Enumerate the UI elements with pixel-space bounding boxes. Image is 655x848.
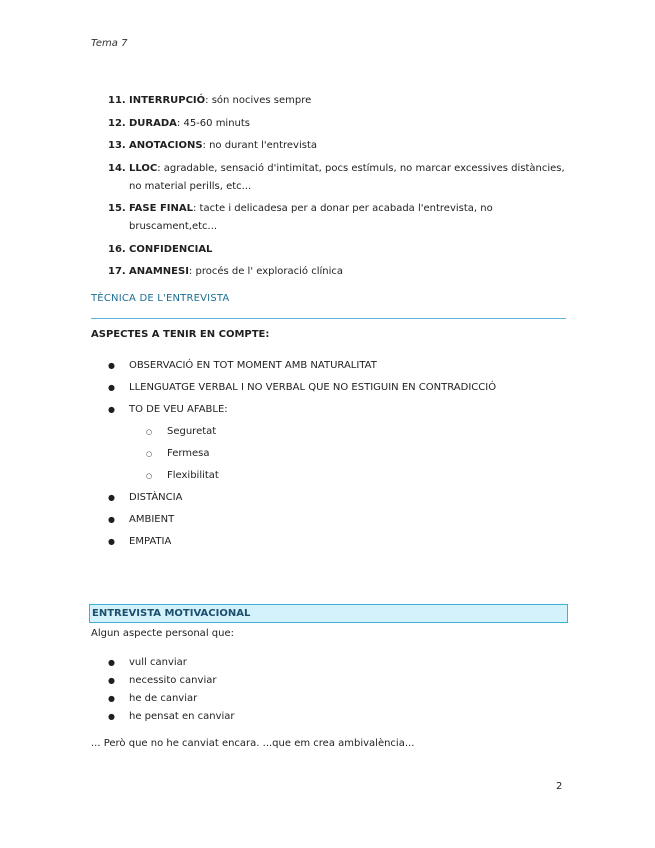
change-list xyxy=(108,654,508,726)
item-text xyxy=(129,160,566,196)
list-item xyxy=(108,487,568,509)
bullet-dot-icon: ● xyxy=(108,712,115,721)
page-number: 2 xyxy=(556,781,563,792)
list-item xyxy=(108,708,508,726)
item-text: necessito canviar xyxy=(129,675,217,686)
item-number: 15. xyxy=(108,203,126,214)
closing-text: ... Però que no he canviat encara. ...que em crea ambivalència... xyxy=(91,738,415,749)
item-text: OBSERVACIÓ EN TOT MOMENT AMB NATURALITAT xyxy=(129,360,377,371)
item-text xyxy=(129,200,566,236)
item-number: 11. xyxy=(108,95,126,106)
item-term: LLOC xyxy=(129,162,158,174)
bullet-dot-icon: ● xyxy=(108,537,115,546)
list-item xyxy=(108,355,568,377)
item-number: 16. xyxy=(108,243,126,255)
item-text: TO DE VEU AFABLE: xyxy=(129,404,228,415)
bullet-dot-icon: ● xyxy=(108,658,115,667)
list-item xyxy=(108,672,508,690)
item-text xyxy=(129,137,566,155)
numbered-list xyxy=(108,92,566,286)
item-number: 12. xyxy=(108,117,126,129)
list-item xyxy=(108,377,568,399)
item-text: Fermesa xyxy=(167,448,210,459)
item-text: EMPATIA xyxy=(129,536,172,547)
bullet-circle-icon: ○ xyxy=(146,428,153,436)
list-item xyxy=(108,509,568,531)
list-item xyxy=(108,263,566,281)
item-text xyxy=(129,92,566,110)
item-text: Seguretat xyxy=(167,426,217,437)
item-term: CONFIDENCIAL xyxy=(129,243,213,255)
item-term: ANOTACIONS xyxy=(129,140,203,151)
item-term: INTERRUPCIÓ xyxy=(129,95,206,106)
item-text xyxy=(129,241,566,259)
bullet-circle-icon: ○ xyxy=(146,472,153,480)
bullet-circle-icon: ○ xyxy=(146,450,153,458)
item-desc: : tacte i delicadesa per a donar per acabada l'entrevista, no bruscament,etc... xyxy=(129,203,493,232)
bullet-dot-icon: ● xyxy=(108,493,115,502)
item-number: 14. xyxy=(108,162,126,174)
list-item xyxy=(108,200,566,236)
item-number: 17. xyxy=(108,266,126,277)
bullet-dot-icon: ● xyxy=(108,676,115,685)
bullet-dot-icon: ● xyxy=(108,515,115,524)
item-desc: : no durant l'entrevista xyxy=(202,140,318,151)
bullet-dot-icon: ● xyxy=(108,361,115,370)
list-item xyxy=(108,92,566,110)
item-text: LLENGUATGE VERBAL I NO VERBAL QUE NO ESTIGUIN EN CONTRADICCIÓ xyxy=(129,382,497,393)
sub-list-item xyxy=(108,443,568,465)
sub-list-item xyxy=(108,421,568,443)
item-text xyxy=(129,263,566,281)
section-heading: TÈCNICA DE L'ENTREVISTA xyxy=(91,293,230,304)
bullet-dot-icon: ● xyxy=(108,383,115,392)
list-item xyxy=(108,241,566,259)
list-item xyxy=(108,115,566,133)
item-text: he pensat en canviar xyxy=(129,711,235,722)
item-desc: : són nocives sempre xyxy=(205,95,312,106)
item-number: 13. xyxy=(108,140,126,151)
item-text: vull canviar xyxy=(129,657,187,668)
list-item xyxy=(108,690,508,708)
item-desc: : 45-60 minuts xyxy=(176,117,251,129)
list-item xyxy=(108,399,568,421)
item-desc: : agradable, sensació d'intimitat, pocs estímuls, no marcar excessives distàncies, no material perills, etc... xyxy=(129,162,565,192)
list-item xyxy=(108,137,566,155)
item-text xyxy=(129,115,566,133)
boxed-section-heading: ENTREVISTA MOTIVACIONAL xyxy=(89,604,568,623)
section-divider xyxy=(91,318,566,319)
item-desc: : procés de l' exploració clínica xyxy=(188,266,343,277)
item-term: ANAMNESI xyxy=(129,266,189,277)
list-item xyxy=(108,531,568,553)
list-item xyxy=(108,654,508,672)
subheading-colon: : xyxy=(265,329,270,340)
bullet-dot-icon: ● xyxy=(108,405,115,414)
item-text: DISTÀNCIA xyxy=(129,492,183,503)
item-text: Flexibilitat xyxy=(167,470,219,481)
item-text: he de canviar xyxy=(129,693,198,704)
subheading xyxy=(91,329,269,340)
aspects-list xyxy=(108,355,568,553)
list-item xyxy=(108,160,566,196)
intro-text: Algun aspecte personal que: xyxy=(91,628,234,639)
item-term: DURADA xyxy=(129,117,177,129)
item-term: FASE FINAL xyxy=(129,203,193,214)
item-text: AMBIENT xyxy=(129,514,175,525)
bullet-dot-icon: ● xyxy=(108,694,115,703)
running-header: Tema 7 xyxy=(91,38,128,49)
subheading-text: ASPECTES A TENIR EN COMPTE xyxy=(91,329,266,340)
sub-list-item xyxy=(108,465,568,487)
